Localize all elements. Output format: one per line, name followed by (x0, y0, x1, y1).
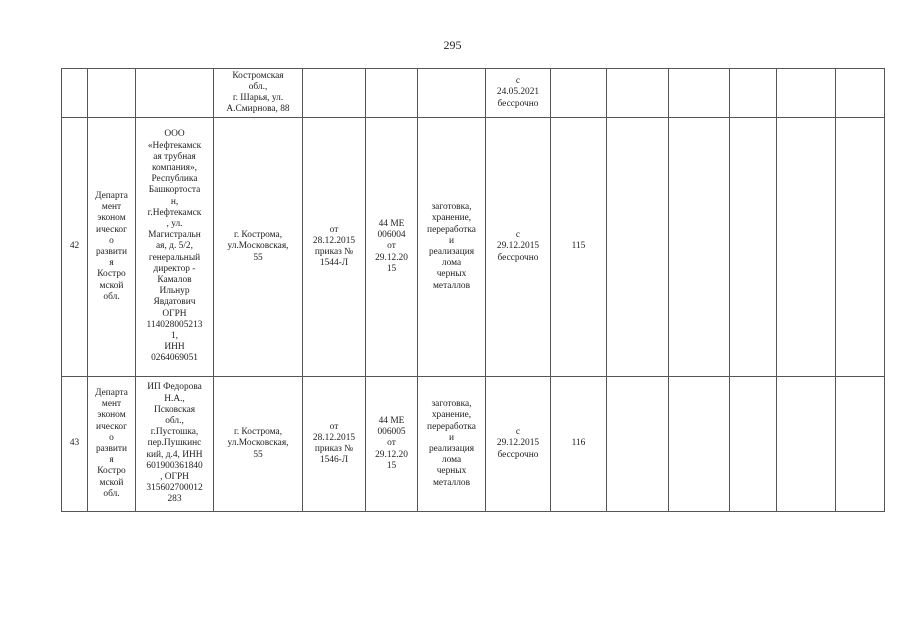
cell-empty (607, 118, 669, 377)
cell-empty (730, 377, 777, 512)
cell-activity: заготовка, хранение, переработка и реализация лома черных металлов (418, 118, 486, 377)
cell-order: от 28.12.2015 приказ № 1544-Л (303, 118, 366, 377)
cell-validity: с 29.12.2015 бессрочно (486, 377, 551, 512)
table-row-continuation (62, 69, 885, 118)
cell-activity (418, 69, 486, 118)
cell-empty (730, 118, 777, 377)
page-number: 295 (443, 38, 462, 52)
cell-empty (777, 118, 836, 377)
cell-license (366, 69, 418, 118)
cell-licensee: ООО «Нефтекамск ая трубная компания», Республика Башкортоста н, г.Нефтекамск , ул. Магистральн ая, д. 5/2, генеральный директор - Камалов Ильнур Явдатович ОГРН 114028005213 1, ИНН 0264069051 (136, 118, 214, 377)
cell-reg-no (551, 69, 607, 118)
table-row (62, 118, 885, 377)
cell-validity: с 29.12.2015 бессрочно (486, 118, 551, 377)
cell-license: 44 МЕ 006005 от 29.12.20 15 (366, 377, 418, 512)
cell-order (303, 69, 366, 118)
cell-empty (669, 69, 730, 118)
cell-num: 42 (62, 118, 88, 377)
cell-order: от 28.12.2015 приказ № 1546-Л (303, 377, 366, 512)
cell-num (62, 69, 88, 118)
cell-empty (730, 69, 777, 118)
cell-empty (836, 118, 885, 377)
table-row (62, 377, 885, 512)
cell-authority: Департа мент эконом ическог о развити я Костро мской обл. (88, 377, 136, 512)
cell-license: 44 МЕ 006004 от 29.12.20 15 (366, 118, 418, 377)
cell-address: Костромская обл., г. Шарья, ул. А.Смирнова, 88 (214, 69, 303, 118)
cell-address: г. Кострома, ул.Московская, 55 (214, 377, 303, 512)
cell-empty (669, 118, 730, 377)
cell-empty (777, 377, 836, 512)
cell-empty (607, 377, 669, 512)
cell-authority: Департа мент эконом ическог о развити я Костро мской обл. (88, 118, 136, 377)
cell-empty (607, 69, 669, 118)
cell-licensee: ИП Федорова Н.А., Псковская обл., г.Пустошка, пер.Пушкинс кий, д.4, ИНН 601900361840 , ОГРН 315602700012 283 (136, 377, 214, 512)
cell-licensee (136, 69, 214, 118)
cell-empty (836, 69, 885, 118)
license-registry-table (61, 68, 885, 512)
cell-reg-no: 115 (551, 118, 607, 377)
cell-empty (836, 377, 885, 512)
cell-activity: заготовка, хранение, переработка и реализация лома черных металлов (418, 377, 486, 512)
cell-validity: с 24.05.2021 бессрочно (486, 69, 551, 118)
cell-address: г. Кострома, ул.Московская, 55 (214, 118, 303, 377)
cell-authority (88, 69, 136, 118)
cell-empty (777, 69, 836, 118)
cell-reg-no: 116 (551, 377, 607, 512)
cell-empty (669, 377, 730, 512)
cell-num: 43 (62, 377, 88, 512)
